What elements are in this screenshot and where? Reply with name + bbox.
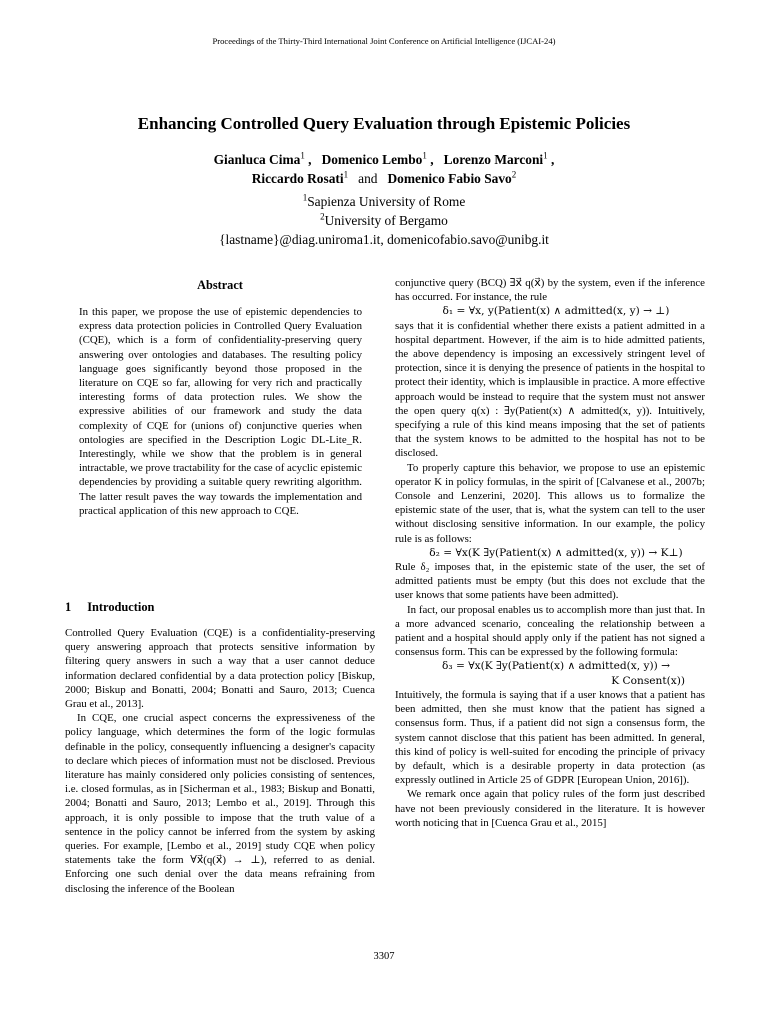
- affiliation-1: Sapienza University of Rome: [307, 194, 466, 209]
- proceedings-header: Proceedings of the Thirty-Third International Joint Conference on Artificial Intelligence (IJCAI-24): [212, 36, 556, 46]
- right-column-body: [395, 276, 705, 830]
- author-name: Gianluca Cima: [213, 152, 301, 167]
- author-name: Lorenzo Marconi: [443, 152, 544, 167]
- paragraph: In fact, our proposal enables us to accomplish more than just that. In a more advanced scenario, concealing the relationship between a patient and a hospital should apply only if the patient has not signed a consensus form. This can be expressed by the following formula:: [395, 603, 705, 659]
- author-name: Domenico Lembo: [321, 152, 423, 167]
- abstract-heading: Abstract: [197, 278, 243, 292]
- author-emails: {lastname}@diag.uniroma1.it, domenicofabio.savo@unibg.it: [219, 232, 549, 247]
- formula-delta-2: δ₂ = ∀x(K ∃y(Patient(x) ∧ admitted(x, y)) → K⊥): [429, 546, 683, 559]
- affiliations: $^1$Sapienza University of Rome $^2$University of Bergamo {lastname}@diag.uniroma1.it, domenicofabio.savo@unibg.it: [0, 192, 768, 249]
- paragraph: Rule δ₂ imposes that, in the epistemic state of the user, the set of admitted patients must be empty (but this does not exclude that the user knows that some patients have been admitted).: [395, 561, 705, 602]
- paper-title: Enhancing Controlled Query Evaluation through Epistemic Policies: [137, 114, 631, 133]
- author-name: Riccardo Rosati: [251, 171, 344, 186]
- author-name: Domenico Fabio Savo: [387, 171, 512, 186]
- section-heading: 1 Introduction: [65, 600, 155, 614]
- paragraph: conjunctive query (BCQ) ∃x⃗ q(x⃗) by the system, even if the inference has occurred. For instance, the rule: [395, 277, 705, 304]
- paragraph: says that it is confidential whether there exists a patient admitted in a hospital department. However, if the aim is to hide admitted patients, the above dependency is imposing an excessively stringent level of protection, since it is denying the presence of patients in the hospital to protect their identity, which is implausible in practice. A more effective approach would be instead to require that the system must not answer the open query q(x) : ∃y(Patient(x) ∧ admitted(x, y)). Intuitively, specifying a rule of this kind means imposing that the set of patients that the system knows to be admitted to the hospital has not to be disclosed.: [395, 319, 705, 460]
- paragraph: To properly capture this behavior, we propose to use an epistemic operator K in policy formulas, in the spirit of [Calvanese et al., 2007b; Console and Lenzerini, 2020]. This allows us to formalize the epistemic state of the user, that is, what the system can tell to the user without disclosing sensitive information. In our example, the policy rule is as follows:: [395, 461, 705, 545]
- paragraph: Intuitively, the formula is saying that if a user knows that a patient has been admitted, then she must know that the patient has signed a consensus form. Thus, if a patient did not sign a consensus form, the system cannot disclose that this patient has been admitted. In general, this kind of policy is well-suited for encoding the principle of privacy by default, which is a desirable property in data protection (as expressly outlined in Article 25 of GDPR [European Union, 2016]).: [395, 688, 705, 787]
- formula-delta-1: δ₁ = ∀x, y(Patient(x) ∧ admitted(x, y) → ⊥): [442, 305, 670, 318]
- author-list: Gianluca Cima$^1$ , Domenico Lembo$^1$ , Lorenzo Marconi$^1$ , Riccardo Rosati$^1$ and Domenico Fabio Savo$^2$: [213, 150, 555, 186]
- left-column-body: [65, 626, 375, 896]
- page-number: 3307: [373, 951, 395, 962]
- formula-delta-3-cont: K Consent(x)): [611, 674, 685, 687]
- affiliation-2: University of Bergamo: [324, 213, 448, 228]
- paragraph: In CQE, one crucial aspect concerns the expressiveness of the policy language, which determines the form of the logic formulas definable in the policy, consequently influencing a designer's capacity to declare which pieces of information must not be disclosed. Previous literature has mainly considered only policies consisting of sentences, i.e. closed formulas, as in [Sicherman et al., 1983; Biskup and Bonatti, 2004; Bonatti and Sauro, 2013; Lembo et al., 2019]. Through this approach, it is only possible to impose that the truth value of a sentence in the policy cannot be inferred from the system by asking queries. For example, [Lembo et al., 2019] study CQE when policy statements take the form ∀x⃗(q(x⃗) → ⊥), referred to as denial. Enforcing one such denial over the data means refraining from disclosing the inference of the Boolean: [65, 712, 375, 895]
- formula-delta-3: δ₃ = ∀x(K ∃y(Patient(x) ∧ admitted(x, y)) →: [441, 660, 670, 673]
- paragraph: Controlled Query Evaluation (CQE) is a confidentiality-preserving query answering approach that protects sensitive information by filtering query answers in such a way that a user cannot deduce information declared confidential by a data protection policy [Biskup, 2000; Biskup and Bonatti, 2004; Bonatti and Sauro, 2013; Cuenca Grau et al., 2013].: [65, 627, 375, 711]
- abstract-text: In this paper, we propose the use of epistemic dependencies to express data protection policies in Controlled Query Evaluation (CQE), which is a form of confidentiality-preserving query answering over ontologies and databases. The resulting policy language goes significantly beyond those proposed in the literature on CQE so far, allowing for very rich and practically interesting forms of data protection rules. We show the expressive abilities of our framework and study the data complexity of CQE for (unions of) conjunctive queries when ontologies are specified in the Description Logic DL-Lite_R. Interestingly, while we show that the problem is in general intractable, we prove tractability for the case of acyclic epistemic dependencies by providing a suitable query rewriting algorithm. The latter result paves the way towards the implementation and practical application of this new approach to CQE.: [79, 306, 363, 517]
- paragraph: We remark once again that policy rules of the form just described have not been previously considered in the literature. It is however worth noticing that in [Cuenca Grau et al., 2015]: [395, 788, 705, 829]
